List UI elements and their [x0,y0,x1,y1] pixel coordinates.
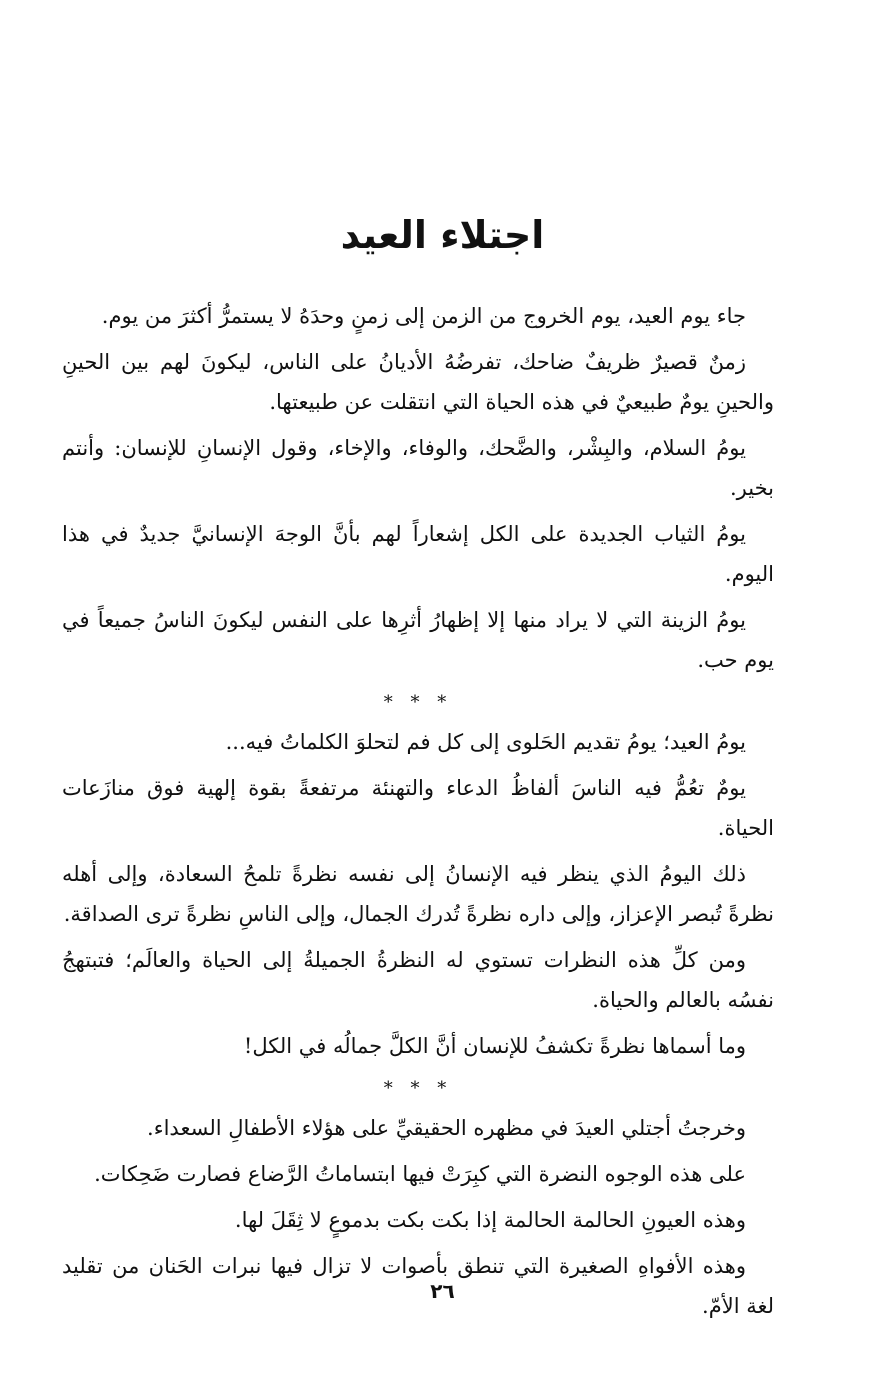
paragraph: يومُ السلام، والبِشْر، والضَّحك، والوفاء، والإخاء، وقول الإنسانِ للإنسان: وأنتم بخير. [62,436,774,500]
page-number: ٢٦ [430,1279,455,1303]
paragraph: يومُ الثياب الجديدة على الكل إشعاراً لهم بأنَّ الوجهَ الإنسانيَّ جديدٌ في هذا اليوم. [62,522,774,586]
paragraph: زمنٌ قصيرٌ ظريفٌ ضاحك، تفرضُهُ الأديانُ على الناس، ليكونَ لهم بين الحينِ والحينِ يومٌ طبيعيٌ في هذه الحياة التي انتقلت عن طبيعتها. [62,350,774,414]
paragraph: يومٌ تعُمُّ فيه الناسَ ألفاظُ الدعاء والتهنئة مرتفعةً بقوة إلهية فوق منازَعات الحياة. [62,776,774,840]
paragraph: يومُ العيد؛ يومُ تقديم الحَلوى إلى كل فم لتحلوَ الكلماتُ فيه... [225,730,746,754]
paragraph: على هذه الوجوه النضرة التي كبِرَتْ فيها ابتساماتُ الرَّضاع فصارت ضَحِكات. [94,1162,746,1186]
paragraph: وهذه العيونِ الحالمة الحالمة إذا بكت بكت بدموعٍ لا ثِقَلَ لها. [234,1208,746,1232]
chapter-body [62,296,774,1332]
paragraph: وخرجتُ أجتلي العيدَ في مظهره الحقيقيِّ على هؤلاء الأطفالِ السعداء. [147,1116,746,1140]
paragraph: وهذه الأفواهِ الصغيرة التي تنطق بأصوات لا تزال فيها نبرات الحَنان من تقليد لغة الأمّ. [62,1254,774,1318]
paragraph: يومُ الزينة التي لا يراد منها إلا إظهارُ أثرِها على النفس ليكونَ الناسُ جميعاً في يوم حب. [62,608,774,672]
paragraph: وما أسماها نظرةً تكشفُ للإنسان أنَّ الكلَّ جمالُه في الكل! [243,1034,746,1058]
section-separator: * * * [383,1078,453,1099]
paragraph: ذلك اليومُ الذي ينظر فيه الإنسانُ إلى نفسه نظرةً تلمحُ السعادة، وإلى أهله نظرةً تُبصر الإعزاز، وإلى داره نظرةً تُدرك الجمال، وإلى الناسِ نظرةً ترى الصداقة. [62,862,774,926]
chapter-title: اجتلاء العيد [340,213,545,257]
paragraph: جاء يوم العيد، يوم الخروج من الزمن إلى زمنٍ وحدَهُ لا يستمرُّ أكثرَ من يوم. [101,304,746,328]
paragraph: ومن كلِّ هذه النظرات تستوي له النظرةُ الجميلةُ إلى الحياة والعالَم؛ فتبتهجُ نفسُه بالعالم والحياة. [62,948,774,1012]
section-separator: * * * [383,692,453,713]
